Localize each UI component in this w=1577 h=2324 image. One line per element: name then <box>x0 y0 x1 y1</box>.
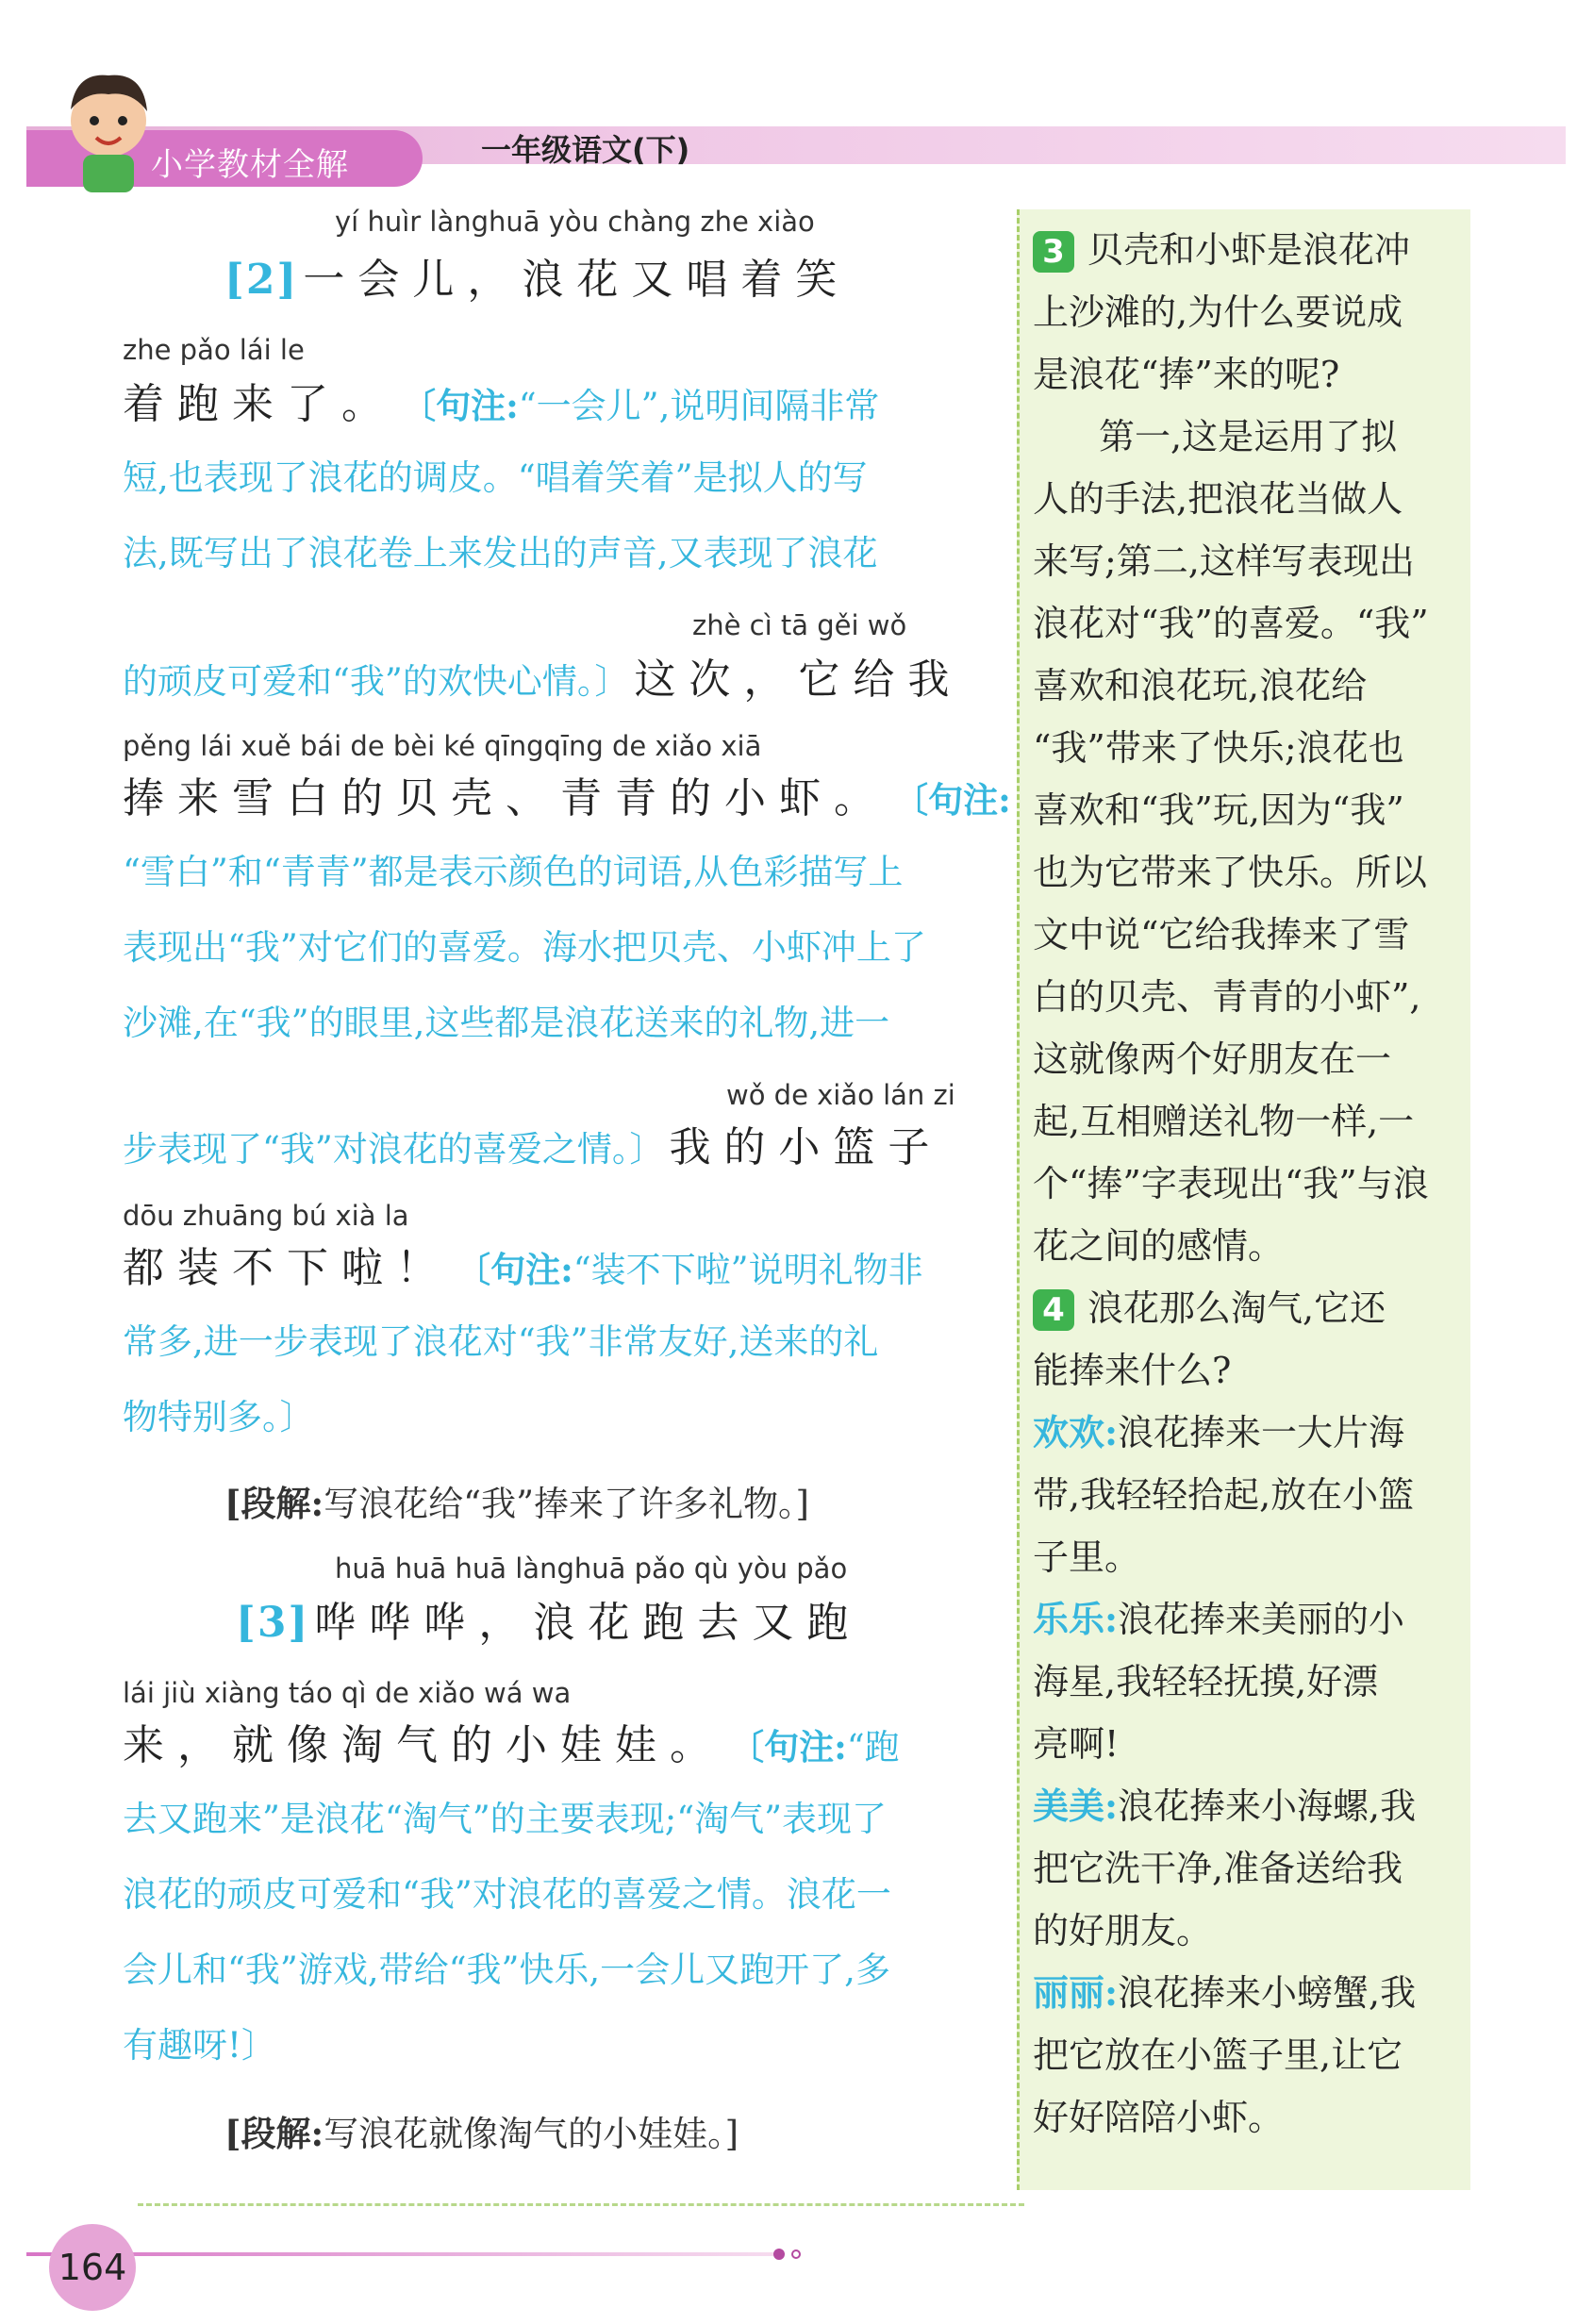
text-line: 子里。 <box>1033 1536 1141 1578</box>
paragraph-summary <box>224 2105 739 2156</box>
sentence-note <box>456 1250 923 1290</box>
speaker-name: 乐乐: <box>1033 1598 1119 1640</box>
note-line: 会儿和“我”游戏,带给“我”快乐,一会儿又跑开了,多 <box>123 1950 890 1990</box>
note-line: “雪白”和“青青”都是表示颜色的词语,从色彩描写上 <box>123 852 904 892</box>
text-line-with-note <box>123 370 879 430</box>
answer-line <box>1033 1590 1404 1642</box>
text-line: 文中说“它给我捧来了雪 <box>1033 914 1410 955</box>
answer-line <box>1033 1964 1416 2016</box>
pinyin-line: zhe pǎo lái le <box>123 334 305 366</box>
answer-line <box>1033 1777 1416 1829</box>
answer-text: 浪花捧来小海螺,我 <box>1118 1785 1417 1827</box>
text-line: 这就像两个好朋友在一 <box>1033 1038 1392 1080</box>
note-label: 〔句注: <box>456 1249 573 1290</box>
summary-text: 写浪花给“我”捧来了许多礼物。] <box>324 1484 809 1524</box>
sentence-note <box>401 386 879 426</box>
speaker-name: 美美: <box>1033 1784 1119 1827</box>
note-line: 短,也表现了浪花的调皮。“唱着笑着”是拟人的写 <box>123 457 868 498</box>
question-text: 贝壳和小虾是浪花冲 <box>1087 229 1411 271</box>
text-line: 好好陪陪小虾。 <box>1033 2097 1285 2138</box>
note-label: 〔句注: <box>893 779 1011 821</box>
text-segment: 都装不下啦！ <box>123 1244 451 1292</box>
text-line-with-note <box>123 1234 923 1294</box>
question-4-line <box>1033 1279 1386 1331</box>
dots-icon <box>772 2245 809 2264</box>
note-label: 〔句注: <box>401 385 519 426</box>
header-title: 一年级语文(下) <box>481 132 690 168</box>
text-line: 把它放在小篮子里,让它 <box>1033 2034 1403 2076</box>
note-line: 沙滩,在“我”的眼里,这些都是浪花送来的礼物,进一 <box>123 1003 890 1043</box>
question-badge: 3 <box>1033 231 1074 273</box>
summary-label: [段解: <box>224 2113 324 2154</box>
text-line: 带,我轻轻拾起,放在小篮 <box>1033 1474 1415 1516</box>
text-line: 海星,我轻轻抚摸,好漂 <box>1033 1661 1379 1702</box>
text-line: 把它洗干净,准备送给我 <box>1033 1848 1403 1889</box>
pinyin-line: yí huìr lànghuā yòu chàng zhe xiào <box>335 206 815 238</box>
text-line: 亮啊! <box>1033 1723 1120 1765</box>
paragraph-number: [3] <box>236 1599 310 1647</box>
text-line: 的好朋友。 <box>1033 1910 1213 1951</box>
answer-text: 浪花捧来美丽的小 <box>1118 1599 1405 1640</box>
paragraph-summary <box>224 1475 809 1526</box>
note-text: “跑 <box>846 1727 900 1768</box>
note-text: “一会儿”,说明间隔非常 <box>518 386 880 426</box>
pinyin-line: lái jiù xiàng táo qì de xiǎo wá wa <box>123 1677 572 1709</box>
footer-line <box>26 2252 781 2256</box>
answer-text: 浪花捧来小螃蟹,我 <box>1118 1972 1417 2014</box>
text-line: 个“捧”字表现出“我”与浪 <box>1033 1163 1429 1204</box>
page-number: 164 <box>49 2224 136 2311</box>
pinyin-line: pěng lái xuě bái de bèi ké qīngqīng de xiǎo xiā <box>123 730 762 762</box>
speaker-name: 欢欢: <box>1033 1411 1119 1453</box>
brand-text: 小学教材全解 <box>151 146 349 184</box>
question-badge: 4 <box>1033 1289 1074 1331</box>
text-segment: 来，就像淘气的小娃娃。 <box>123 1721 724 1769</box>
paragraph-3-first-line <box>236 1588 861 1649</box>
paragraph-2-first-line <box>224 245 850 306</box>
text-line-with-note <box>123 645 962 706</box>
note-line: 常多,进一步表现了浪花对“我”非常友好,送来的礼 <box>123 1321 879 1362</box>
answer-line <box>1033 1403 1404 1455</box>
note-text: “装不下啦”说明礼物非 <box>573 1250 923 1290</box>
boy-mascot-icon <box>57 62 160 194</box>
note-text: 的顽皮可爱和“我”的欢快心情。〕 <box>123 661 630 702</box>
text-line: 第一,这是运用了拟 <box>1099 416 1398 457</box>
side-panel <box>1017 209 1470 2190</box>
sentence-note <box>729 1727 900 1768</box>
text-line: 是浪花“捧”来的呢? <box>1033 354 1340 395</box>
note-line: 浪花的顽皮可爱和“我”对浪花的喜爱之情。浪花一 <box>123 1874 891 1915</box>
text-line-with-note <box>123 764 1011 824</box>
text-line: 人的手法,把浪花当做人 <box>1033 478 1403 520</box>
text-segment: 捧来雪白的贝壳、青青的小虾。 <box>123 774 888 822</box>
note-label: 〔句注: <box>729 1726 847 1768</box>
question-3-line <box>1033 221 1410 273</box>
text-segment: 我的小篮子 <box>669 1123 943 1171</box>
text-line: 也为它带来了快乐。所以 <box>1033 852 1428 893</box>
text-line: 喜欢和浪花玩,浪花给 <box>1033 665 1368 706</box>
text-line: 浪花对“我”的喜爱。“我” <box>1033 603 1429 644</box>
question-text: 浪花那么淘气,它还 <box>1087 1287 1386 1329</box>
note-line: 去又跑来”是浪花“淘气”的主要表现;“淘气”表现了 <box>123 1799 888 1839</box>
text-line: 能捧来什么? <box>1033 1350 1232 1391</box>
note-line: 物特别多。〕 <box>123 1397 315 1437</box>
text-line: 一会儿，浪花又唱着笑 <box>303 256 851 304</box>
text-line: 喜欢和“我”玩,因为“我” <box>1033 789 1404 831</box>
pinyin-line: dōu zhuāng bú xià la <box>123 1200 409 1232</box>
note-line: 表现出“我”对它们的喜爱。海水把贝壳、小虾冲上了 <box>123 927 926 968</box>
text-line-with-note <box>123 1711 900 1771</box>
answer-text: 浪花捧来一大片海 <box>1118 1412 1405 1453</box>
footer-divider <box>138 2203 1024 2206</box>
text-segment: 着跑来了。 <box>123 380 396 428</box>
text-segment: 这次，它给我 <box>634 656 963 704</box>
sentence-note <box>893 780 1011 821</box>
pinyin-line: zhè cì tā gěi wǒ <box>692 609 907 641</box>
note-line: 有趣呀!〕 <box>123 2025 276 2066</box>
text-line: “我”带来了快乐;浪花也 <box>1033 727 1404 769</box>
speaker-name: 丽丽: <box>1033 1971 1119 2014</box>
pinyin-line: wǒ de xiǎo lán zi <box>726 1079 955 1111</box>
paragraph-number: [2] <box>224 256 299 304</box>
text-line: 来写;第二,这样写表现出 <box>1033 540 1415 582</box>
text-line: 哗哗哗，浪花跑去又跑 <box>314 1599 862 1647</box>
note-line: 法,既写出了浪花卷上来发出的声音,又表现了浪花 <box>123 533 878 573</box>
text-line: 白的贝壳、青青的小虾”, <box>1033 976 1421 1018</box>
text-line: 花之间的感情。 <box>1033 1225 1285 1267</box>
text-line: 起,互相赠送礼物一样,一 <box>1033 1101 1415 1142</box>
pinyin-line: huā huā huā lànghuā pǎo qù yòu pǎo <box>335 1552 848 1585</box>
text-line-with-note <box>123 1113 942 1173</box>
note-text: 步表现了“我”对浪花的喜爱之情。〕 <box>123 1129 665 1170</box>
summary-text: 写浪花就像淘气的小娃娃。] <box>324 2114 739 2154</box>
text-line: 上沙滩的,为什么要说成 <box>1033 291 1403 333</box>
summary-label: [段解: <box>224 1483 324 1524</box>
